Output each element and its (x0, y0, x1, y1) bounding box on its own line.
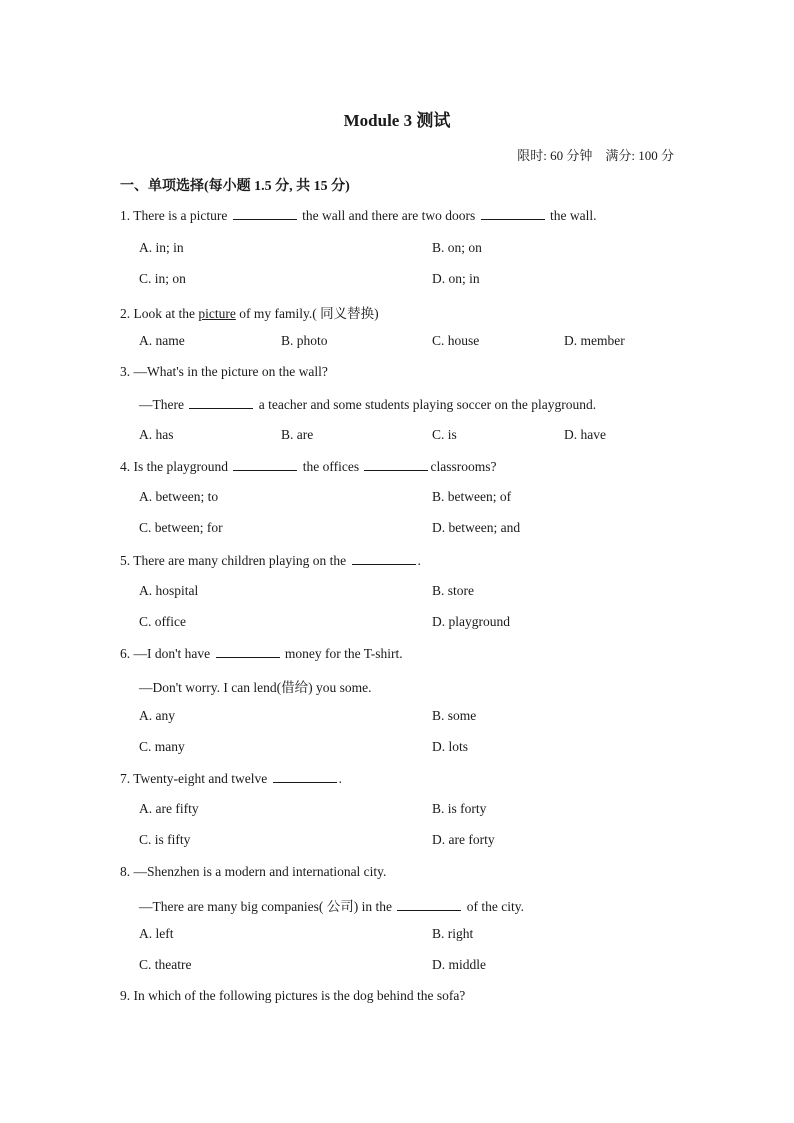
q8-option-d: D. middle (432, 957, 486, 972)
q3-blank (189, 396, 253, 409)
page-title: Module 3 测试 (343, 111, 451, 130)
q4-blank-1 (233, 458, 297, 471)
q1-blank-1 (233, 207, 297, 220)
exam-meta: 限时: 60 分钟 满分: 100 分 (517, 148, 674, 163)
q2-option-a: A. name (139, 333, 185, 348)
q4-text-2: the offices (302, 459, 360, 474)
q7-text-2: . (338, 771, 343, 786)
question-6-response: —Don't worry. I can lend(借给) you some. (139, 680, 372, 695)
q1-text-3: the wall. (550, 208, 597, 223)
q4-text-1: 4. Is the playground (120, 459, 228, 474)
q1-option-d: D. on; in (432, 271, 480, 286)
q5-option-c: C. office (139, 614, 186, 629)
q2-option-d: D. member (564, 333, 625, 348)
q5-blank (352, 552, 416, 565)
q3-option-c: C. is (432, 427, 457, 442)
q1-option-a: A. in; in (139, 240, 184, 255)
q3-option-a: A. has (139, 427, 174, 442)
question-4 (120, 458, 496, 475)
q7-blank (273, 770, 337, 783)
q1-option-b: B. on; on (432, 240, 482, 255)
q6-option-a: A. any (139, 708, 175, 723)
q6-option-c: C. many (139, 739, 185, 754)
q6-text-1: 6. —I don't have (120, 646, 211, 661)
q2-option-b: B. photo (281, 333, 328, 348)
q4-option-b: B. between; of (432, 489, 512, 504)
q4-option-c: C. between; for (139, 520, 223, 535)
q8-text-1: —There are many big companies( 公司) in the (139, 899, 393, 914)
q8-option-c: C. theatre (139, 957, 192, 972)
q4-blank-2 (364, 458, 428, 471)
question-5 (120, 552, 421, 569)
q1-text-2: the wall and there are two doors (302, 208, 476, 223)
q2-text-1: 2. Look at the (120, 306, 195, 321)
question-6 (120, 645, 403, 662)
q1-option-c: C. in; on (139, 271, 186, 286)
q2-option-c: C. house (432, 333, 480, 348)
q8-blank (397, 898, 461, 911)
q2-text-2: of my family.( 同义替换) (239, 306, 379, 321)
q5-option-a: A. hospital (139, 583, 199, 598)
q4-text-3: classrooms? (430, 459, 497, 474)
q3-option-d: D. have (564, 427, 606, 442)
q7-option-a: A. are fifty (139, 801, 199, 816)
question-1 (120, 207, 597, 224)
question-3-response (139, 396, 596, 413)
q6-text-2: money for the T-shirt. (284, 646, 403, 661)
q7-option-c: C. is fifty (139, 832, 191, 847)
q3-option-b: B. are (281, 427, 314, 442)
q8-option-a: A. left (139, 926, 174, 941)
q4-option-a: A. between; to (139, 489, 219, 504)
q7-text-1: 7. Twenty-eight and twelve (120, 771, 268, 786)
question-2 (120, 302, 379, 322)
question-3: 3. —What's in the picture on the wall? (120, 364, 328, 379)
question-9: 9. In which of the following pictures is the dog behind the sofa? (120, 988, 466, 1003)
question-8: 8. —Shenzhen is a modern and international city. (120, 864, 387, 879)
section-heading: 一、单项选择(每小题 1.5 分, 共 15 分) (120, 179, 350, 194)
q2-underlined-word: picture (198, 306, 236, 321)
q6-option-d: D. lots (432, 739, 469, 754)
q8-option-b: B. right (432, 926, 474, 941)
q5-option-d: D. playground (432, 614, 510, 629)
q5-option-b: B. store (432, 583, 474, 598)
q5-text-2: . (417, 553, 421, 568)
question-8-response (139, 895, 524, 915)
q3-text-1: —There (139, 397, 184, 412)
question-7 (120, 770, 342, 787)
q7-option-d: D. are forty (432, 832, 495, 847)
q6-option-b: B. some (432, 708, 477, 723)
q8-text-2: of the city. (466, 899, 525, 914)
q6-blank (216, 645, 280, 658)
q1-blank-2 (481, 207, 545, 220)
q7-option-b: B. is forty (432, 801, 487, 816)
q1-text-1: 1. There is a picture (120, 208, 228, 223)
q4-option-d: D. between; and (432, 520, 521, 535)
q3-text-2: a teacher and some students playing soccer on the playground. (258, 397, 597, 412)
q5-text-1: 5. There are many children playing on the (120, 553, 347, 568)
